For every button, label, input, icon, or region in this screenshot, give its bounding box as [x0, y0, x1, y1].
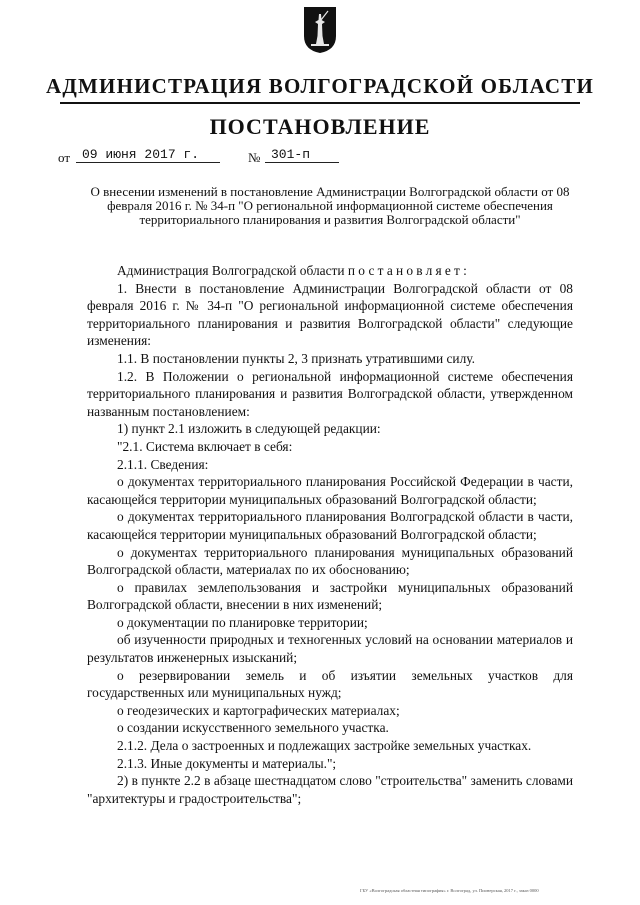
body-paragraph: о документах территориального планирования муниципальных образований Волгоградской области, материалах по их обоснованию; — [87, 544, 573, 578]
body-paragraph: о документах территориального планирования Волгоградской области в части, касающейся территории муниципальных образований Волгоградской области; — [87, 509, 573, 542]
printer-footer: ГБУ «Волгоградская областная типография» г. Волгоград, ул. Пионерская, 2017 г., заказ 0000 — [360, 888, 539, 893]
body-paragraph: о документах территориального планирования Российской Федерации в части, касающейся территории муниципальных образований Волгоградской области; — [87, 474, 573, 507]
body-paragraph: о геодезических и картографических материалах; — [117, 702, 400, 718]
body-paragraph: о правилах землепользования и застройки муниципальных образований Волгоградской области, внесении в них изменений; — [87, 579, 573, 613]
intro-paragraph — [87, 262, 573, 280]
document-date: 09 июня 2017 г. — [76, 147, 220, 163]
body-paragraph: 2) в пункте 2.2 в абзаце шестнадцатом слово "строительства" заменить словами "архитектуры и градостроительства"; — [87, 773, 573, 806]
body-paragraph: о резервировании земель и об изъятии земельных участков для государственных или муниципальных нужд; — [87, 667, 573, 701]
date-number-line — [58, 147, 358, 167]
date-from-label: от — [58, 150, 71, 165]
document-type-title: ПОСТАНОВЛЕНИЕ — [209, 114, 431, 139]
number-label: № — [248, 150, 261, 165]
body-paragraph: 2.1.2. Дела о застроенных и подлежащих застройке земельных участках. — [117, 738, 532, 754]
header-divider — [60, 102, 580, 104]
document-subject: О внесении изменений в постановление Администрации Волгоградской области от 08 февраля 2016 г. № 34-п "О региональной информационной системе обеспечения территориального планирования и развития Волгоградской области" — [90, 184, 570, 227]
body-paragraph: 1.2. В Положении о региональной информационной системе обеспечения территориального планирования и развития Волгоградской области, утвержденном названным постановлением: — [87, 368, 573, 419]
intro-prefix: Администрация Волгоградской области — [117, 263, 345, 278]
body-paragraph: 2.1.1. Сведения: — [117, 456, 209, 472]
document-body — [87, 262, 573, 807]
body-paragraph: "2.1. Система включает в себя: — [117, 438, 293, 454]
body-paragraph: 1.1. В постановлении пункты 2, 3 признать утратившими силу. — [117, 350, 475, 366]
volgograd-emblem-icon — [303, 6, 337, 54]
body-paragraph: о создании искусственного земельного участка. — [117, 720, 389, 736]
body-paragraph: о документации по планировке территории; — [117, 614, 368, 630]
body-paragraph: 1. Внести в постановление Администрации Волгоградской области от 08 февраля 2016 г. № 34-п "О региональной информационной системе обеспечения территориального планирования и развития Волгоградской области" следующие изменения: — [87, 280, 573, 349]
body-paragraph: 2.1.3. Иные документы и материалы."; — [117, 755, 337, 771]
organization-title: АДМИНИСТРАЦИЯ ВОЛГОГРАДСКОЙ ОБЛАСТИ — [46, 74, 594, 98]
body-paragraph: 1) пункт 2.1 изложить в следующей редакции: — [117, 421, 381, 437]
document-number: 301-п — [265, 147, 339, 163]
body-paragraph: об изученности природных и техногенных условий на основании материалов и результатов инженерных изысканий; — [87, 632, 573, 666]
intro-verb: постановляет: — [347, 263, 470, 278]
